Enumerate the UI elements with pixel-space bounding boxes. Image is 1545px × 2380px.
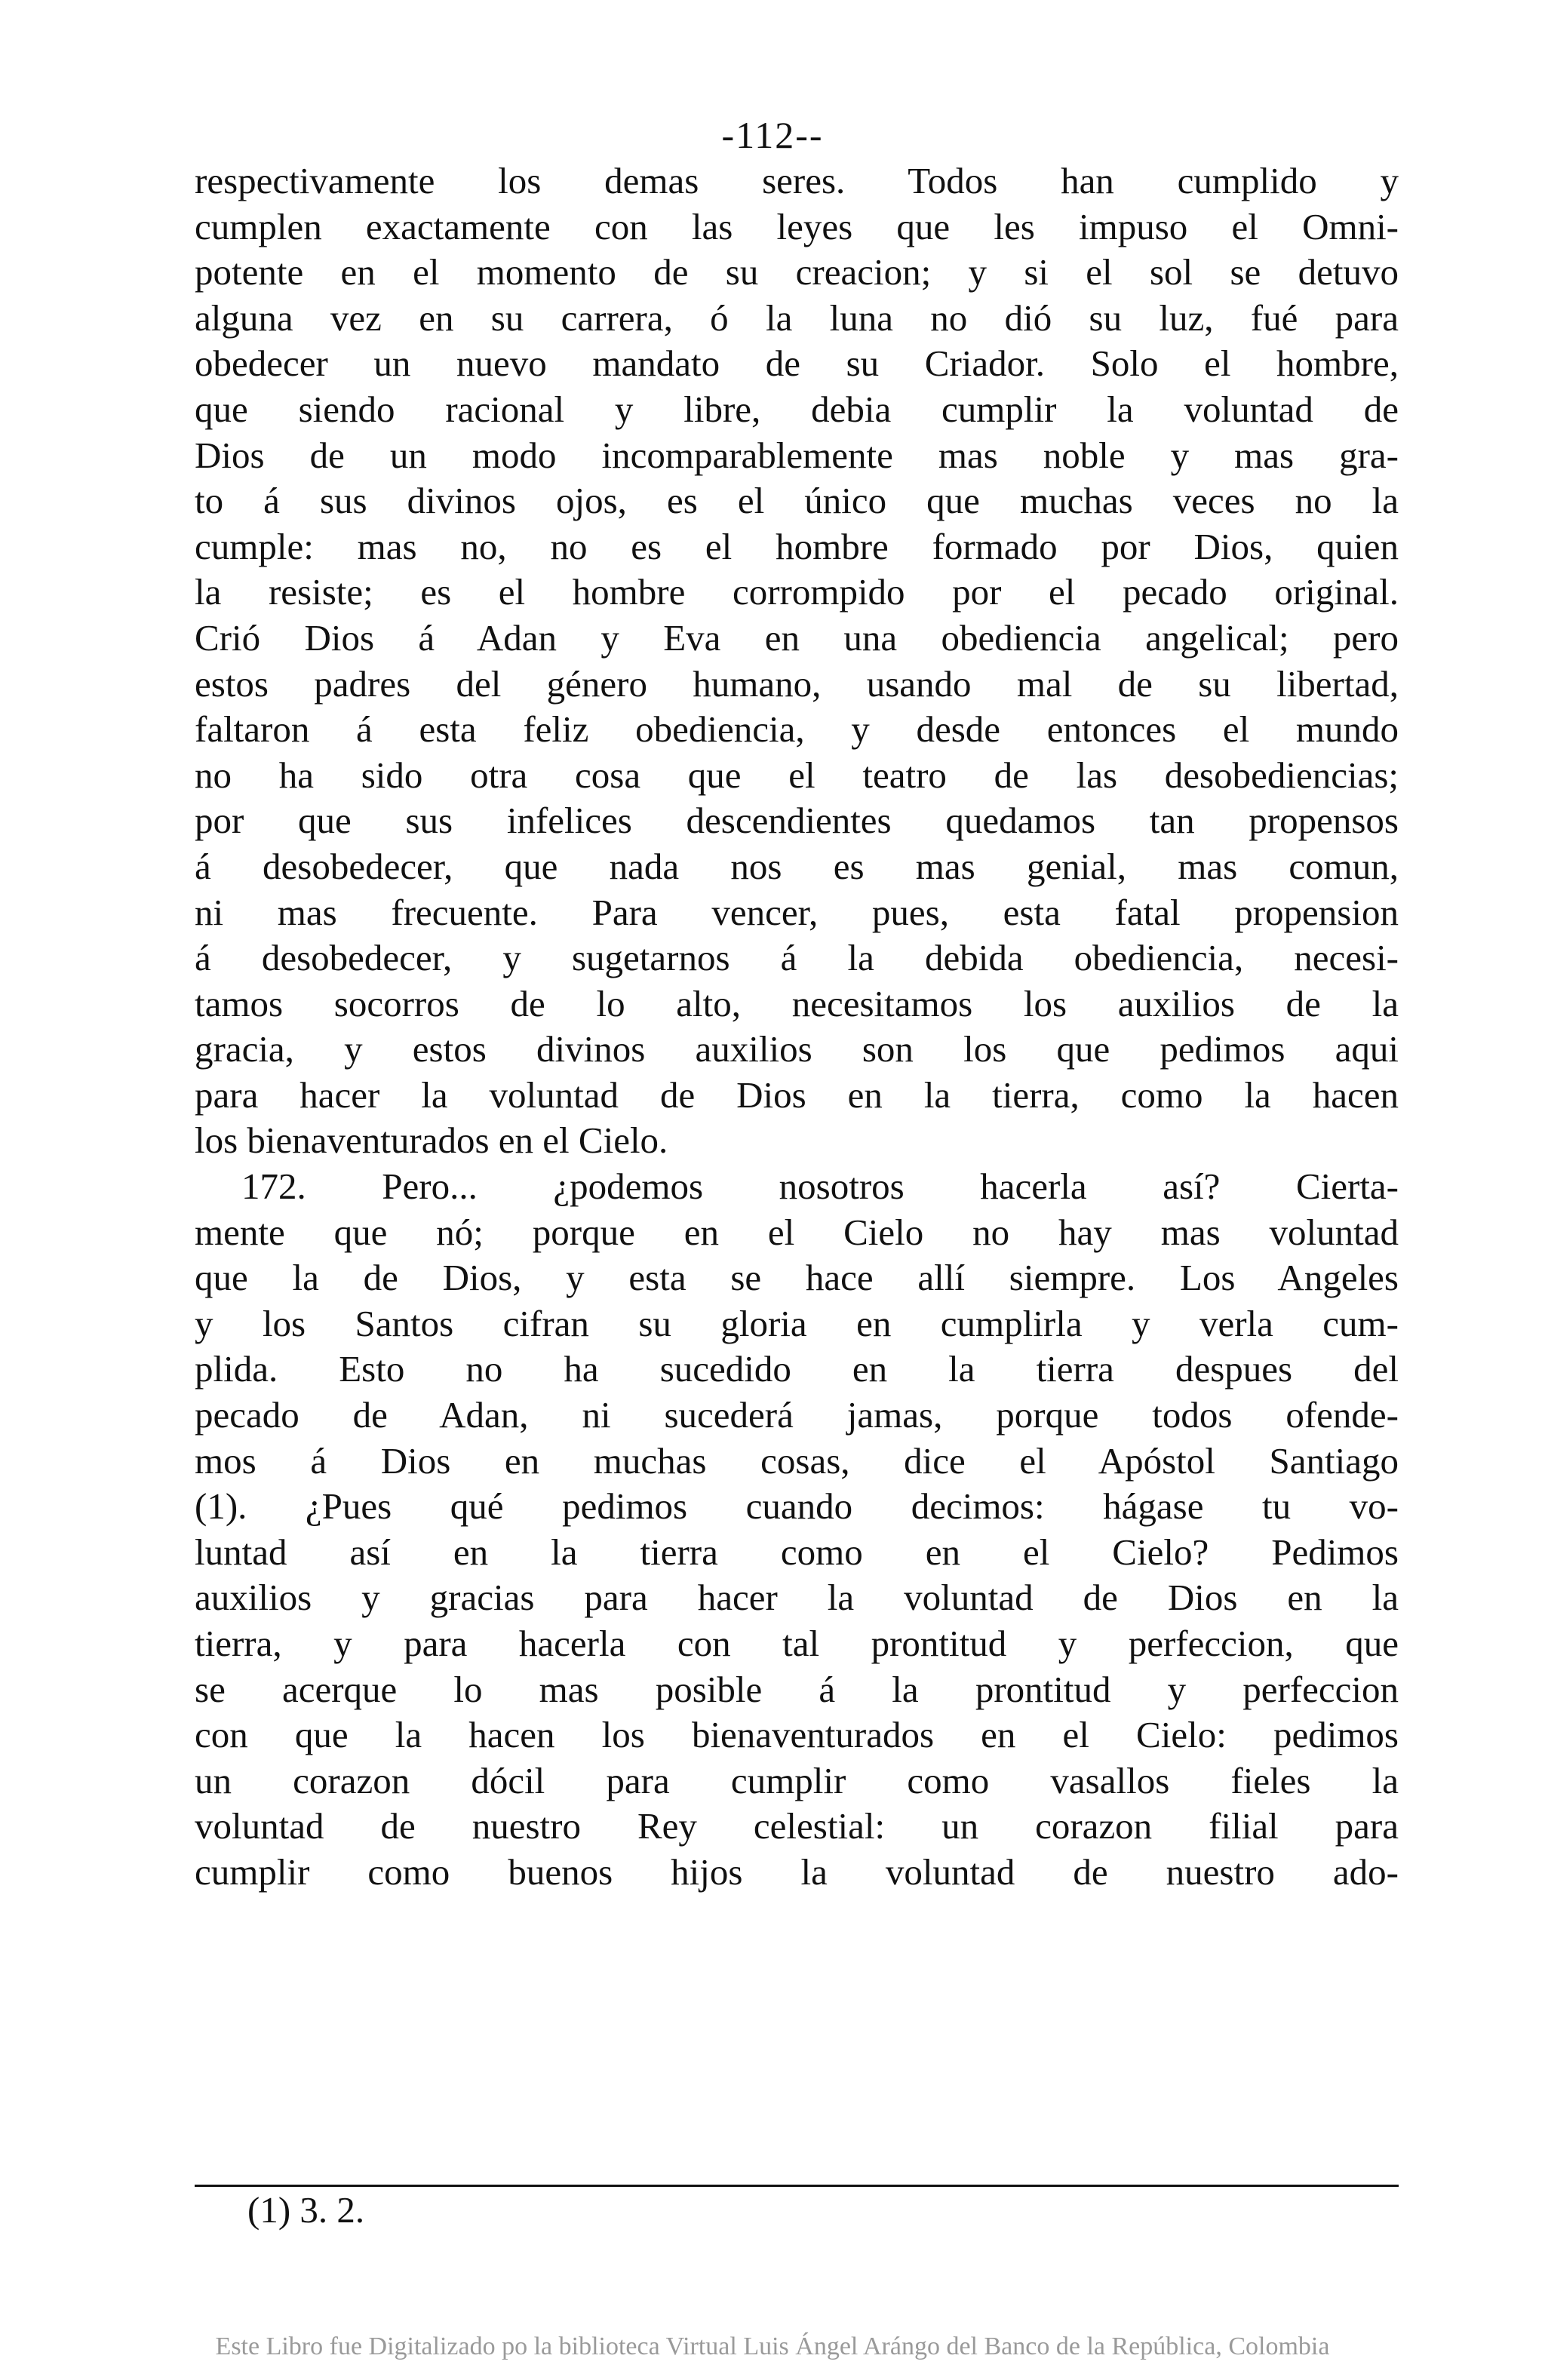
text-line: cumplir como buenos hijos la voluntad de nuestro ado- [195,1850,1399,1893]
text-line: con que la hacen los bienaventurados en el Cielo: pedimos [195,1714,1399,1756]
text-line: Dios de un modo incomparablemente mas noble y mas gra- [195,434,1399,476]
text-line: respectivamente los demas seres. Todos han cumplido y [195,160,1399,201]
text-line: un corazon dócil para cumplir como vasallos fieles la [195,1759,1399,1801]
text-line: (1). ¿Pues qué pedimos cuando decimos: hágase tu vo- [195,1485,1399,1528]
body-text [195,158,1399,1896]
paragraph-172-start: 172. Pero... ¿podemos nosotros hacerla así? Cierta- [241,1165,1399,1208]
text-line: se acerque lo mas posible á la prontitud y perfeccion [195,1668,1399,1710]
text-line: que siendo racional y libre, debia cumplir la voluntad de [195,388,1399,430]
text-line: mos á Dios en muchas cosas, dice el Apóstol Santiago [195,1439,1399,1482]
footnote: (1) 3. 2. [247,2189,365,2231]
text-line: no ha sido otra cosa que el teatro de las desobediencias; [195,754,1399,796]
text-line: y los Santos cifran su gloria en cumplirla y verla cum- [195,1302,1399,1344]
text-line: voluntad de nuestro Rey celestial: un corazon filial para [195,1805,1399,1847]
text-line: por que sus infelices descendientes quedamos tan propensos [195,800,1399,842]
digitization-credit: Este Libro fue Digitalizado po la biblioteca Virtual Luis Ángel Arángo del Banco de la República, Colombia [215,2332,1330,2360]
text-line: para hacer la voluntad de Dios en la tierra, como la hacen [195,1073,1399,1116]
text-line: Crió Dios á Adan y Eva en una obediencia angelical; pero [195,616,1399,659]
text-line: alguna vez en su carrera, ó la luna no dió su luz, fué para [195,296,1399,339]
text-line: potente en el momento de su creacion; y si el sol se detuvo [195,251,1399,293]
text-line: luntad así en la tierra como en el Cielo? Pedimos [195,1531,1399,1573]
text-line: estos padres del género humano, usando mal de su libertad, [195,662,1399,705]
paragraph-end-line: los bienaventurados en el Cielo. [195,1119,668,1162]
text-line: la resiste; es el hombre corrompido por el pecado original. [195,571,1399,613]
text-line: á desobedecer, que nada nos es mas genial, mas comun, [195,845,1399,887]
text-line: obedecer un nuevo mandato de su Criador. Solo el hombre, [195,342,1399,385]
text-line: auxilios y gracias para hacer la voluntad de Dios en la [195,1577,1399,1619]
text-line: que la de Dios, y esta se hace allí siempre. Los Angeles [195,1257,1399,1299]
text-line: pecado de Adan, ni sucederá jamas, porque todos ofende- [195,1394,1399,1436]
text-line: cumple: mas no, no es el hombre formado por Dios, quien [195,525,1399,567]
text-line: to á sus divinos ojos, es el único que muchas veces no la [195,480,1399,522]
text-line: faltaron á esta feliz obediencia, y desde entonces el mundo [195,708,1399,751]
page-number: -112-- [721,114,824,156]
text-line: á desobedecer, y sugetarnos á la debida obediencia, necesi- [195,937,1399,979]
text-line: tierra, y para hacerla con tal prontitud y perfeccion, que [195,1623,1399,1664]
text-line: mente que nó; porque en el Cielo no hay mas voluntad [195,1211,1399,1253]
text-line: tamos socorros de lo alto, necesitamos los auxilios de la [195,982,1399,1024]
text-line: cumplen exactamente con las leyes que les impuso el Omni- [195,205,1399,247]
text-line: ni mas frecuente. Para vencer, pues, esta fatal propension [195,891,1399,933]
footnote-divider [195,2185,1399,2187]
text-line: plida. Esto no ha sucedido en la tierra despues del [195,1348,1399,1390]
text-line: gracia, y estos divinos auxilios son los que pedimos aqui [195,1028,1399,1070]
